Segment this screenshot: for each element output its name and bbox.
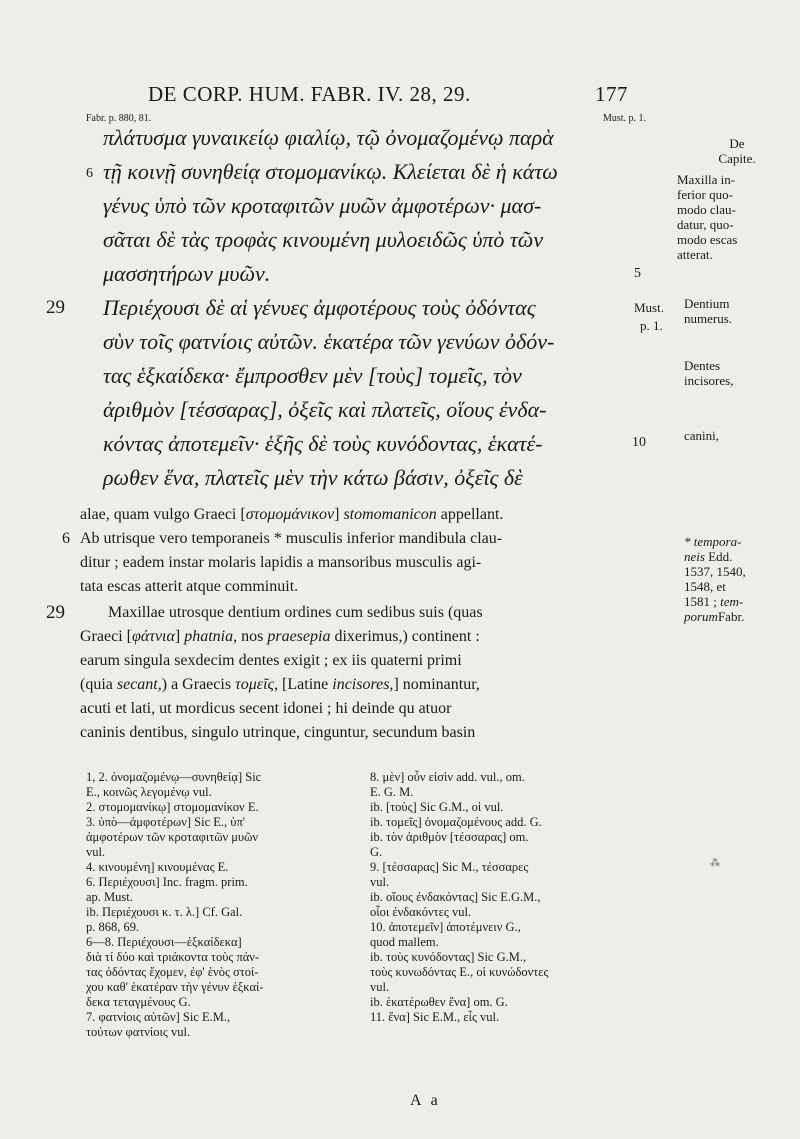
running-header — [148, 82, 628, 107]
ref-fabr: Fabr. p. 880, 81. — [86, 113, 152, 124]
greek-line: τας ἑξκαίδεκα· ἔμπροσθεν μὲν [τοὺς] τομεῖς, τὸν — [103, 363, 522, 388]
ornament-mark: ⁂ — [710, 858, 720, 869]
footnote-line: τούτων φατνίοις vul. — [86, 1025, 191, 1039]
footnote-line: vul. — [370, 875, 390, 889]
greek-line: ρωθεν ἕνα, πλατεῖς μὲν τὴν κάτω βάσιν, ὀξεῖς δὲ — [103, 465, 523, 490]
sidenote-dentium: Dentium numerus. — [684, 296, 733, 326]
footnote-line: 9. [τέσσαρας] Sic M., τέσσαρες — [370, 860, 529, 874]
sidenote-temporaneis: * tempora- neis Edd. 1537, 1540, 1548, et 1581 ; tem- porumFabr. — [684, 534, 746, 624]
footnote-line: ἀμφοτέρων τῶν κροταφιτῶν μυῶν — [86, 830, 258, 844]
footnotes-right-column — [370, 770, 548, 1025]
footnote-line: οἷοι ἐνδακόντες vul. — [370, 905, 472, 919]
signature-mark: A a — [410, 1092, 441, 1109]
footnote-line: ib. τὸν ἀριθμὸν [τέσσαρας] om. — [370, 830, 529, 844]
latin-line: earum singula sexdecim dentes exigit ; ex iis quaterni primi — [80, 652, 462, 669]
footnote-line: 1, 2. ὀνομαζομένῳ—συνηθείᾳ] Sic — [86, 770, 262, 784]
latin-line: (quia secant,) a Graecis τομεῖς, [Latine incisores,] nominantur, — [80, 676, 480, 693]
footnote-line: 6. Περιέχουσι] Inc. fragm. prim. — [86, 875, 248, 889]
greek-line: Περιέχουσι δὲ αἱ γένυες ἀμφοτέρους τοὺς ὀδόντας — [103, 295, 536, 320]
line-number-10: 10 — [632, 435, 646, 450]
footnote-line: p. 868, 69. — [86, 920, 140, 934]
footnote-line: vul. — [86, 845, 106, 859]
footnote-line: ib. Περιέχουσι κ. τ. λ.] Cf. Gal. — [86, 905, 243, 919]
line-number-5: 5 — [634, 266, 641, 281]
latin-line: acuti et lati, ut mordicus secent idonei ; hi deinde qu atuor — [80, 700, 452, 717]
latin-line: ditur ; eadem instar molaris lapidis a mansoribus musculis agi- — [80, 554, 482, 571]
sidenote-canini: canini, — [684, 428, 720, 443]
footnote-line: vul. — [370, 980, 390, 994]
footnote-line: 10. ἀποτεμεῖν] ἀποτέμνειν G., — [370, 920, 521, 934]
sidenote-dentes: Dentes incisores, — [684, 358, 734, 388]
latin-line: caninis dentibus, singulo utrinque, cinguntur, secundum basin — [80, 724, 476, 741]
greek-line: ἀριθμὸν [τέσσαρας], ὀξεῖς καὶ πλατεῖς, οἵους ἐνδα- — [103, 397, 547, 422]
greek-line: τῇ κοινῇ συνηθείᾳ στομομανίκῳ. Κλείεται δὲ ἡ κάτω — [103, 159, 558, 184]
footnote-line: 4. κινουμένη] κινουμένας E. — [86, 860, 229, 874]
latin-line: Maxillae utrosque dentium ordines cum sedibus suis (quas — [108, 604, 483, 621]
greek-line: μασσητήρων μυῶν. — [103, 261, 271, 286]
greek-line: σὺν τοῖς φατνίοις αὐτῶν. ἑκατέρα τῶν γενύων ὀδόν- — [103, 329, 555, 354]
sidenote-maxilla: Maxilla in- ferior quo- modo clau- datur, quo- modo escas atterat. — [677, 172, 738, 262]
greek-line: κόντας ἀποτεμεῖν· ἑξῆς δὲ τοὺς κυνόδοντας, ἑκατέ- — [103, 431, 543, 456]
greek-line: γένυς ὑπὸ τῶν κροταφιτῶν μυῶν ἀμφοτέρων· μασ- — [103, 193, 542, 218]
footnote-line: 8. μὲν] οὖν εἰσὶν add. vul., om. — [370, 770, 525, 784]
footnote-line: τας ὀδόντας ἔχομεν, ἐφ' ἑνὸς στοί- — [86, 965, 259, 979]
latin-line: alae, quam vulgo Graeci [στομομάνικον] stomomanicon appellant. — [80, 506, 504, 523]
footnote-line: E., κοινῶς λεγομένῳ vul. — [86, 785, 212, 799]
footnote-line: G. — [370, 845, 383, 859]
latin-line: Graeci [φάτνια] phatnia, nos praesepia dixerimus,) continent : — [80, 628, 480, 645]
footnote-line: 2. στομομανίκῳ] στομομανίκον E. — [86, 800, 259, 814]
latin-line: tata escas atterit atque comminuit. — [80, 578, 299, 595]
footnote-line: 11. ἕνα] Sic E.M., εἷς vul. — [370, 1010, 500, 1024]
header-title: DE CORP. HUM. FABR. IV. 28, 29. — [148, 82, 471, 106]
footnote-line: ib. τομεῖς] ὀνομαζομένους add. G. — [370, 815, 542, 829]
footnote-line: E. G. M. — [370, 785, 414, 799]
footnote-line: δεκα τεταγμένους G. — [86, 995, 191, 1009]
footnote-line: 7. φατνίοις αὐτῶν] Sic E.M., — [86, 1010, 231, 1024]
footnote-line: ib. τοὺς κυνόδοντας] Sic G.M., — [370, 950, 527, 964]
footnote-line: 3. ὑπὸ—ἀμφοτέρων] Sic E., ὑπ' — [86, 815, 246, 829]
footnote-line: διὰ τί δύο καὶ τριάκοντα τοὺς πάν- — [86, 950, 260, 964]
footnotes-left-column — [86, 770, 264, 1040]
footnote-line: ib. [τοὺς] Sic G.M., οἱ vul. — [370, 800, 504, 814]
line-number-6: 6 — [86, 166, 93, 181]
greek-line: σᾶται δὲ τὰς τροφὰς κινουμένη μυλοειδῶς ὑπὸ τῶν — [103, 227, 544, 252]
gutter-p1: p. 1. — [640, 318, 663, 333]
footnote-line: ib. ἑκατέρωθεν ἕνα] om. G. — [370, 995, 508, 1009]
page-number: 177 — [595, 82, 628, 106]
ref-must: Must. p. 1. — [602, 113, 646, 124]
footnote-line: 6—8. Περιέχουσι—ἑξκαίδεκα] — [86, 935, 242, 949]
footnote-line: ap. Must. — [86, 890, 133, 904]
latin-line: Ab utrisque vero temporaneis * musculis inferior mandibula clau- — [80, 530, 503, 547]
gutter-must: Must. — [634, 300, 664, 315]
greek-line: πλάτυσμα γυναικείῳ φιαλίῳ, τῷ ὀνομαζομένῳ παρὰ — [103, 125, 554, 150]
section-number-29: 29 — [46, 297, 65, 318]
latin-line-number-6: 6 — [62, 530, 70, 547]
sidenote-de-capite: De Capite. — [718, 136, 756, 166]
footnote-line: τοὺς κυνωδόντας E., οἱ κυνώδοντες — [370, 965, 549, 979]
footnote-line: quod mallem. — [370, 935, 439, 949]
footnote-line: χου καθ' ἑκατέραν τὴν γένυν ἑξκαί- — [86, 980, 264, 994]
footnote-line: ib. οἵους ἐνδακόντας] Sic E.G.M., — [370, 890, 541, 904]
reference-line — [86, 113, 646, 124]
latin-section-number-29: 29 — [46, 602, 65, 623]
